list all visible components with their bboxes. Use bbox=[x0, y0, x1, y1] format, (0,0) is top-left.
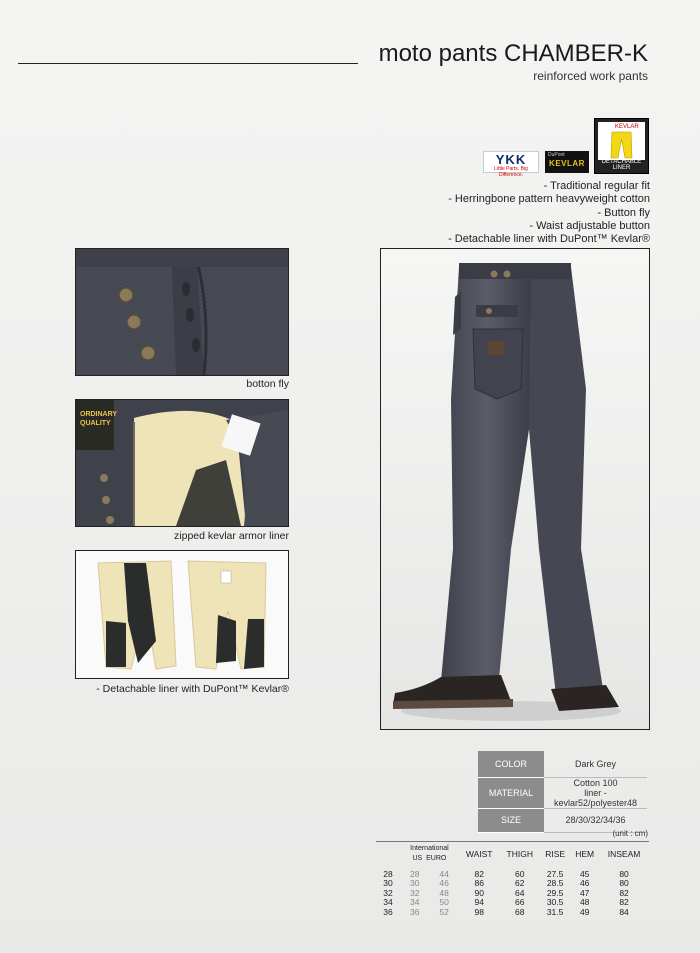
size-row bbox=[376, 908, 649, 918]
size-cell: 62 bbox=[515, 878, 525, 888]
size-cell: 48 bbox=[579, 897, 590, 907]
button-fly-photo bbox=[75, 248, 289, 376]
col-rise: RISE bbox=[545, 848, 566, 859]
size-cell: 50 bbox=[439, 897, 449, 907]
size-cell: 31.5 bbox=[546, 906, 564, 917]
size-cell: 66 bbox=[515, 897, 525, 907]
size-cell: 84 bbox=[619, 906, 629, 917]
kevlar-text: KEVLAR bbox=[549, 159, 585, 168]
size-cell: 36 bbox=[383, 906, 393, 917]
detachable-liner-caption: - Detachable liner with DuPont™ Kevlar® bbox=[96, 683, 289, 695]
size-chart bbox=[376, 841, 649, 917]
intl-header bbox=[400, 842, 459, 868]
spec-color-label: COLOR bbox=[478, 751, 544, 777]
spec-material-label: MATERIAL bbox=[478, 777, 544, 808]
feature-item: - Button fly bbox=[597, 206, 650, 219]
size-cell: 29.5 bbox=[546, 887, 564, 898]
detachable-liner-badge bbox=[594, 118, 649, 174]
size-cell: 45 bbox=[579, 868, 590, 879]
feature-item: - Herringbone pattern heavyweight cotton bbox=[448, 193, 650, 206]
ykk-tagline: Little Parts. Big Difference. bbox=[494, 166, 528, 178]
spec-material-value bbox=[544, 777, 647, 808]
ykk-logo bbox=[483, 151, 539, 178]
detachable-liner-photo bbox=[75, 550, 289, 679]
zipped-liner-caption: zipped kevlar armor liner bbox=[174, 530, 289, 542]
button-fly-caption: botton fly bbox=[246, 378, 289, 390]
size-cell: 49 bbox=[579, 906, 590, 917]
col-waist: WAIST bbox=[465, 848, 493, 859]
spec-table bbox=[478, 751, 647, 833]
header-rule bbox=[18, 63, 358, 64]
zipped-liner-photo bbox=[75, 399, 289, 527]
kevlar-logo bbox=[545, 151, 589, 173]
size-cell: 46 bbox=[579, 878, 590, 888]
detachable-liner-image bbox=[76, 551, 288, 678]
size-cell: 32 bbox=[409, 887, 420, 898]
ykk-logo-text: YKK bbox=[495, 152, 527, 167]
size-cell: 94 bbox=[474, 897, 484, 907]
size-cell: 98 bbox=[474, 906, 484, 917]
size-cell: 46 bbox=[439, 878, 449, 888]
spec-material-line-2: liner - kevlar52/polyester48 bbox=[553, 787, 638, 808]
size-cell: 80 bbox=[619, 878, 629, 888]
size-cell: 30 bbox=[409, 878, 420, 888]
size-cell: 28 bbox=[383, 868, 393, 879]
feature-item: - Waist adjustable button bbox=[529, 219, 650, 232]
size-cell: 27.5 bbox=[546, 868, 564, 879]
size-cell: 36 bbox=[409, 906, 420, 917]
intl-label: International bbox=[410, 844, 449, 852]
col-hem: HEM bbox=[575, 848, 595, 859]
page-title: moto pants CHAMBER-K bbox=[378, 40, 648, 67]
unit-label: (unit : cm) bbox=[612, 829, 648, 838]
size-cell: 34 bbox=[409, 897, 420, 907]
size-cell: 86 bbox=[474, 878, 484, 888]
spec-size-value: 28/30/32/34/36 bbox=[544, 808, 647, 832]
size-cell: 52 bbox=[439, 906, 449, 917]
spec-material-line-1: Cotton 100 bbox=[573, 777, 618, 788]
spec-size-label: SIZE bbox=[478, 808, 544, 832]
size-cell: 64 bbox=[515, 887, 525, 898]
feature-list bbox=[448, 180, 650, 246]
main-pants-image bbox=[381, 249, 649, 729]
size-cell: 44 bbox=[439, 868, 449, 879]
col-thigh: THIGH bbox=[506, 848, 533, 859]
liner-badge-kevlar: KEVLAR bbox=[615, 124, 639, 130]
size-cell: 34 bbox=[383, 897, 393, 907]
spec-row-material bbox=[478, 777, 647, 808]
dupont-text: DuPont bbox=[548, 152, 565, 158]
us-label: US bbox=[412, 854, 423, 862]
size-cell: 80 bbox=[619, 868, 629, 879]
size-cell: 82 bbox=[474, 868, 484, 879]
liner-badge-label: DETACHABLE LINER bbox=[601, 159, 642, 171]
size-cell: 82 bbox=[619, 897, 629, 907]
size-cell: 32 bbox=[383, 887, 393, 898]
feature-item: - Detachable liner with DuPont™ Kevlar® bbox=[448, 233, 650, 246]
quality-patch-text: ORDINARY QUALITY bbox=[80, 411, 117, 427]
size-cell: 30 bbox=[383, 878, 393, 888]
spec-color-value: Dark Grey bbox=[544, 751, 647, 777]
size-cell: 30.5 bbox=[546, 897, 564, 907]
euro-label: EURO bbox=[426, 854, 447, 862]
size-cell: 48 bbox=[439, 887, 449, 898]
size-cell: 28.5 bbox=[546, 878, 564, 888]
size-cell: 60 bbox=[515, 868, 525, 879]
size-cell: 47 bbox=[579, 887, 590, 898]
col-inseam: INSEAM bbox=[607, 848, 641, 859]
button-fly-image bbox=[76, 249, 288, 375]
size-cell: 90 bbox=[474, 887, 484, 898]
size-cell: 68 bbox=[515, 906, 525, 917]
feature-item: - Traditional regular fit bbox=[543, 180, 650, 192]
page-subtitle: reinforced work pants bbox=[533, 69, 648, 83]
size-cell: 28 bbox=[409, 868, 420, 879]
size-cell: 82 bbox=[619, 887, 629, 898]
spec-row-color bbox=[478, 751, 647, 777]
main-pants-photo bbox=[380, 248, 650, 730]
